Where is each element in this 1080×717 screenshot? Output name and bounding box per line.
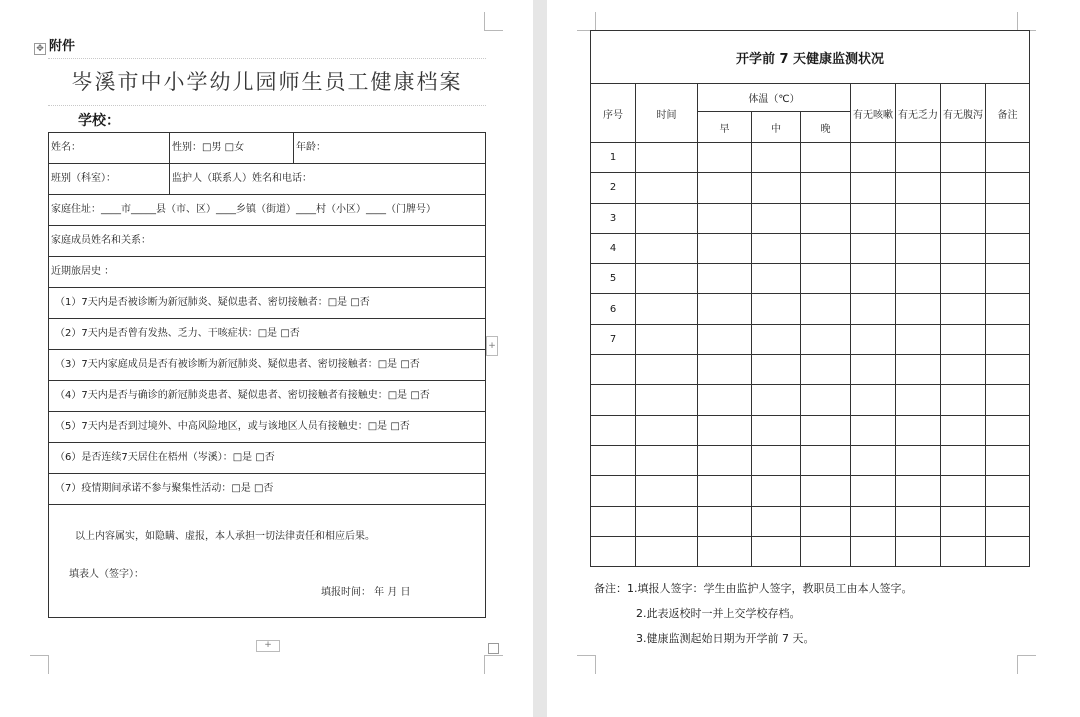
row-number [591,355,636,385]
table-cell[interactable] [801,506,851,536]
table-cell[interactable] [801,324,851,354]
table-title: 开学前 7 天健康监测状况 [591,31,1030,84]
table-cell[interactable] [752,536,801,566]
table-cell[interactable] [851,415,896,445]
travel-field[interactable]: 近期旅居史 ： [51,266,115,277]
table-cell[interactable] [851,173,896,203]
crop-mark [30,655,49,674]
table-cell[interactable] [851,355,896,385]
table-row [591,324,1030,354]
table-cell[interactable] [636,385,698,415]
table-cell[interactable] [752,143,801,173]
table-cell[interactable] [752,415,801,445]
table-cell[interactable] [851,143,896,173]
header-fatigue: 有无乏力 [896,84,941,143]
table-cell[interactable] [801,445,851,475]
table-cell[interactable] [941,294,986,324]
table-cell[interactable] [986,143,1030,173]
notes-block [594,576,913,651]
table-cell[interactable] [851,233,896,263]
attachment-label: 附件 [49,39,76,54]
table-cell[interactable] [801,294,851,324]
table-cell[interactable] [986,536,1030,566]
row-number: 3 [591,203,636,233]
table-cell[interactable] [752,173,801,203]
table-cell[interactable] [941,536,986,566]
table-cell[interactable] [636,143,698,173]
table-cell[interactable] [896,233,941,263]
table-cell[interactable] [752,324,801,354]
table-cell[interactable] [851,324,896,354]
row-number: 4 [591,233,636,263]
fill-time-field[interactable]: 填报时间： 年 月 日 [321,587,411,598]
table-cell[interactable] [941,264,986,294]
table-cell[interactable] [941,445,986,475]
table-cell[interactable] [986,355,1030,385]
table-cell[interactable] [698,415,752,445]
signer-field[interactable]: 填表人（签字）： [69,569,144,580]
health-record-form [48,132,486,618]
note-3: 3.健康监测起始日期为开学前 7 天。 [636,632,815,645]
table-cell[interactable] [636,173,698,203]
table-row [591,294,1030,324]
table-cell[interactable] [941,506,986,536]
table-cell[interactable] [801,536,851,566]
table-cell[interactable] [896,324,941,354]
table-cell[interactable] [752,355,801,385]
table-cell[interactable] [752,264,801,294]
age-field[interactable]: 年龄： [293,133,485,163]
table-cell[interactable] [941,173,986,203]
table-cell[interactable] [752,506,801,536]
page-divider [533,0,547,717]
table-cell[interactable] [698,476,752,506]
table-cell[interactable] [636,476,698,506]
table-cell[interactable] [698,536,752,566]
table-cell[interactable] [851,476,896,506]
note-1: 备注：1.填报人签字：学生由监护人签字，教职员工由本人签字。 [594,582,913,595]
crop-mark [577,655,596,674]
header-noon: 中 [752,112,801,143]
table-cell[interactable] [896,143,941,173]
table-cell[interactable] [636,264,698,294]
question-6[interactable]: （6）是否连续7天居住在梧州（岑溪）：□是 □否 [49,443,485,474]
table-cell[interactable] [986,476,1030,506]
table-cell[interactable] [986,233,1030,263]
table-cell[interactable] [801,385,851,415]
table-cell[interactable] [752,385,801,415]
table-row [591,143,1030,173]
crop-mark [1017,12,1036,31]
signature-row [49,505,485,617]
table-cell[interactable] [896,385,941,415]
table-cell[interactable] [851,385,896,415]
insert-column-button[interactable]: + [486,336,498,356]
table-cell[interactable] [698,264,752,294]
table-cell[interactable] [941,203,986,233]
table-cell[interactable] [851,264,896,294]
table-cell[interactable] [801,415,851,445]
table-cell[interactable] [752,476,801,506]
header-evening: 晚 [801,112,851,143]
crop-mark [1017,655,1036,674]
table-cell[interactable] [801,264,851,294]
row-number [591,385,636,415]
table-cell[interactable] [636,445,698,475]
class-field[interactable]: 班别（科室）： [51,173,116,184]
table-cell[interactable] [941,324,986,354]
note-2: 2.此表返校时一并上交学校存档。 [636,607,801,620]
table-cell[interactable] [636,233,698,263]
table-cell[interactable] [636,355,698,385]
table-cell[interactable] [851,536,896,566]
table-cell[interactable] [896,476,941,506]
table-cell[interactable] [986,264,1030,294]
table-cell[interactable] [896,415,941,445]
row-number: 1 [591,143,636,173]
table-row [591,203,1030,233]
form-row-class [49,164,485,195]
question-1[interactable]: （1）7天内是否被诊断为新冠肺炎、疑似患者、密切接触者：□是 □否 [49,288,485,319]
question-2[interactable]: （2）7天内是否曾有发热、乏力、干咳症状：□是 □否 [49,319,485,350]
table-row [591,173,1030,203]
table-cell[interactable] [986,324,1030,354]
table-cell[interactable] [698,233,752,263]
table-cell[interactable] [941,415,986,445]
table-cell[interactable] [698,324,752,354]
row-number: 6 [591,294,636,324]
table-cell[interactable] [941,355,986,385]
header-diarrhea: 有无腹泻 [941,84,986,143]
table-cell[interactable] [801,355,851,385]
table-row [591,355,1030,385]
question-3[interactable]: （3）7天内家庭成员是否有被诊断为新冠肺炎、疑似患者、密切接触者：□是 □否 [49,350,485,381]
family-field[interactable]: 家庭成员姓名和关系： [51,235,151,246]
form-row-travel [49,257,485,288]
table-resize-handle-icon[interactable] [488,643,499,654]
table-cell[interactable] [896,536,941,566]
row-number [591,415,636,445]
table-cell[interactable] [752,203,801,233]
table-cell[interactable] [941,385,986,415]
table-cell[interactable] [801,233,851,263]
table-row [591,506,1030,536]
table-cell[interactable] [986,445,1030,475]
crop-mark [484,12,503,31]
row-number: 2 [591,173,636,203]
table-cell[interactable] [851,445,896,475]
table-cell[interactable] [752,233,801,263]
pledge-text: 以上内容属实，如隐瞒、虚报，本人承担一切法律责任和相应后果。 [75,531,375,542]
table-cell[interactable] [698,143,752,173]
table-cell[interactable] [636,536,698,566]
table-cell[interactable] [698,173,752,203]
table-row [591,415,1030,445]
form-row-address [49,195,485,226]
health-monitoring-table [590,30,1030,567]
header-temperature: 体温（℃） [698,84,851,112]
row-number: 5 [591,264,636,294]
table-row [591,233,1030,263]
table-move-handle-icon[interactable]: ✥ [34,43,46,55]
table-cell[interactable] [986,173,1030,203]
table-cell[interactable] [941,233,986,263]
table-cell[interactable] [752,294,801,324]
row-number [591,536,636,566]
table-cell[interactable] [698,385,752,415]
table-cell[interactable] [896,294,941,324]
table-cell[interactable] [896,203,941,233]
header-time: 时间 [636,84,698,143]
table-cell[interactable] [636,203,698,233]
table-cell[interactable] [801,143,851,173]
table-cell[interactable] [698,294,752,324]
table-cell[interactable] [801,173,851,203]
table-row [591,445,1030,475]
table-cell[interactable] [896,355,941,385]
table-cell[interactable] [801,476,851,506]
header-morning: 早 [698,112,752,143]
row-number [591,476,636,506]
question-5[interactable]: （5）7天内是否到过境外、中高风险地区，或与该地区人员有接触史：□是 □否 [49,412,485,443]
row-number: 7 [591,324,636,354]
table-cell[interactable] [941,476,986,506]
table-cell[interactable] [752,445,801,475]
table-cell[interactable] [896,445,941,475]
table-row [591,536,1030,566]
row-number [591,506,636,536]
table-cell[interactable] [698,203,752,233]
document-title: 岑溪市中小学幼儿园师生员工健康档案 [71,70,463,94]
table-cell[interactable] [698,355,752,385]
table-cell[interactable] [698,506,752,536]
question-4[interactable]: （4）7天内是否与确诊的新冠肺炎患者、疑似患者、密切接触者有接触史：□是 □否 [49,381,485,412]
table-cell[interactable] [851,203,896,233]
address-field[interactable]: 家庭住址：____市_____县（市、区）____乡镇（街道）____村（小区）____（门牌号） [51,204,436,215]
table-cell[interactable] [941,143,986,173]
row-number [591,445,636,475]
table-cell[interactable] [896,264,941,294]
table-cell[interactable] [636,294,698,324]
table-row [591,476,1030,506]
table-cell[interactable] [636,506,698,536]
table-cell[interactable] [986,506,1030,536]
document-page-1 [0,0,533,717]
table-cell[interactable] [801,203,851,233]
table-cell[interactable] [896,506,941,536]
table-cell[interactable] [896,173,941,203]
table-row [591,385,1030,415]
form-row-name [49,133,485,164]
question-7[interactable]: （7）疫情期间承诺不参与聚集性活动：□是 □否 [49,474,485,505]
gender-field[interactable]: 性别：□男 □女 [169,133,293,163]
school-label: 学校： [78,113,120,129]
table-cell[interactable] [986,415,1030,445]
crop-mark [577,12,596,31]
table-cell[interactable] [986,203,1030,233]
header-cough: 有无咳嗽 [851,84,896,143]
header-seq: 序号 [591,84,636,143]
table-cell[interactable] [986,294,1030,324]
table-row [591,264,1030,294]
name-field[interactable]: 姓名： [51,142,81,153]
table-cell[interactable] [636,324,698,354]
form-row-family [49,226,485,257]
table-cell[interactable] [986,385,1030,415]
add-row-button[interactable]: + [256,640,280,652]
table-cell[interactable] [698,445,752,475]
table-cell[interactable] [636,415,698,445]
header-remark: 备注 [986,84,1030,143]
crop-mark [484,655,503,674]
table-cell[interactable] [851,506,896,536]
table-cell[interactable] [851,294,896,324]
guardian-field[interactable]: 监护人（联系人）姓名和电话： [169,164,485,194]
